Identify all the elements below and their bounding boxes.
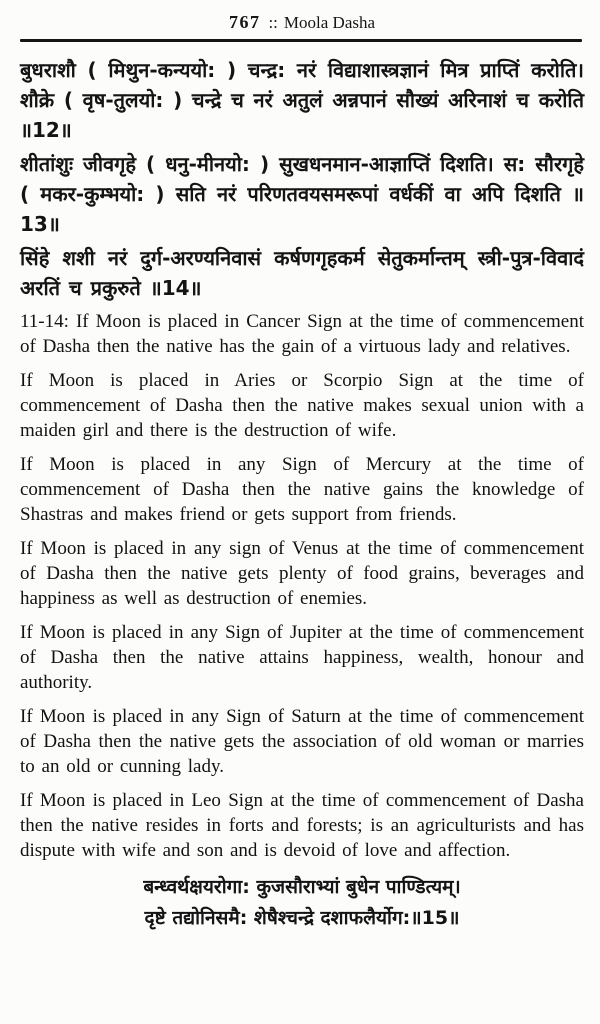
closing-verse-line-1: बन्ध्वर्थक्षयरोगा: कुजसौराभ्यां बुधेन पाण्डित्यम्। <box>143 876 461 898</box>
page-header <box>20 10 584 35</box>
header-separator: :: <box>268 13 278 32</box>
translation-paragraph-saturn: If Moon is placed in any Sign of Saturn at the time of commencement of Dasha then the native gets the association of old woman or marries to an old or cunning lady. <box>20 706 584 777</box>
translation-paragraph-aries-scorpio: If Moon is placed in Aries or Scorpio Sign at the time of commencement of Dasha then the native makes sexual union with a maiden girl and there is the destruction of wife. <box>20 370 584 441</box>
sanskrit-verse-14: सिंहे शशी नरं दुर्ग-अरण्यनिवासं कर्षणगृहकर्म सेतुकर्मान्तम् स्त्री-पुत्र-विवादं अरतिं च प्रकुरुते ॥14॥ <box>20 246 584 300</box>
header-rule-divider <box>20 39 582 42</box>
closing-verse-line-2: दृष्टे तद्योनिसमै: शेषैश्चन्द्रे दशाफलैर्योग:॥15॥ <box>144 907 460 929</box>
english-translation-block <box>20 309 584 863</box>
translation-paragraph-mercury: If Moon is placed in any Sign of Mercury at the time of commencement of Dasha then the native gains the knowledge of Shastras and makes friend or gets support from friends. <box>20 454 584 525</box>
translation-paragraph-venus: If Moon is placed in any sign of Venus at the time of commencement of Dasha then the native gets plenty of food grains, beverages and happiness as well as destruction of enemies. <box>20 538 584 609</box>
translation-paragraph-leo: If Moon is placed in Leo Sign at the time of commencement of Dasha then the native resides in forts and forests; is an agriculturists and has dispute with wife and son and is devoid of love and affection. <box>20 790 584 861</box>
sanskrit-closing-verse-block <box>20 872 584 934</box>
sanskrit-verse-block <box>20 55 584 303</box>
page-title: Moola Dasha <box>283 13 376 32</box>
translation-paragraph-jupiter: If Moon is placed in any Sign of Jupiter at the time of commencement of Dasha then the native attains happiness, wealth, honour and authority. <box>20 622 584 693</box>
page-number: 767 <box>228 12 261 32</box>
sanskrit-verse-12: बुधराशौ ( मिथुन-कन्ययो: ) चन्द्र: नरं विद्याशास्त्रज्ञानं मित्र प्राप्तिं करोति। शौक्रे ( वृष-तुलयो: ) चन्द्रे च नरं अतुलं अन्नपानं सौख्यं अरिनाशं च करोति ॥12॥ <box>20 58 584 142</box>
sanskrit-verse-13: शीतांशुः जीवगृहे ( धनु-मीनयो: ) सुखधनमान-आज्ञाप्तिं दिशति। स: सौरगृहे ( मकर-कुम्भयो: ) सति नरं परिणतवयसमरूपां वर्धकीं वा अपि दिशति ॥13॥ <box>20 152 584 236</box>
translation-paragraph-cancer: 11-14: If Moon is placed in Cancer Sign at the time of commencement of Dasha then the native has the gain of a virtuous lady and relatives. <box>20 311 584 357</box>
